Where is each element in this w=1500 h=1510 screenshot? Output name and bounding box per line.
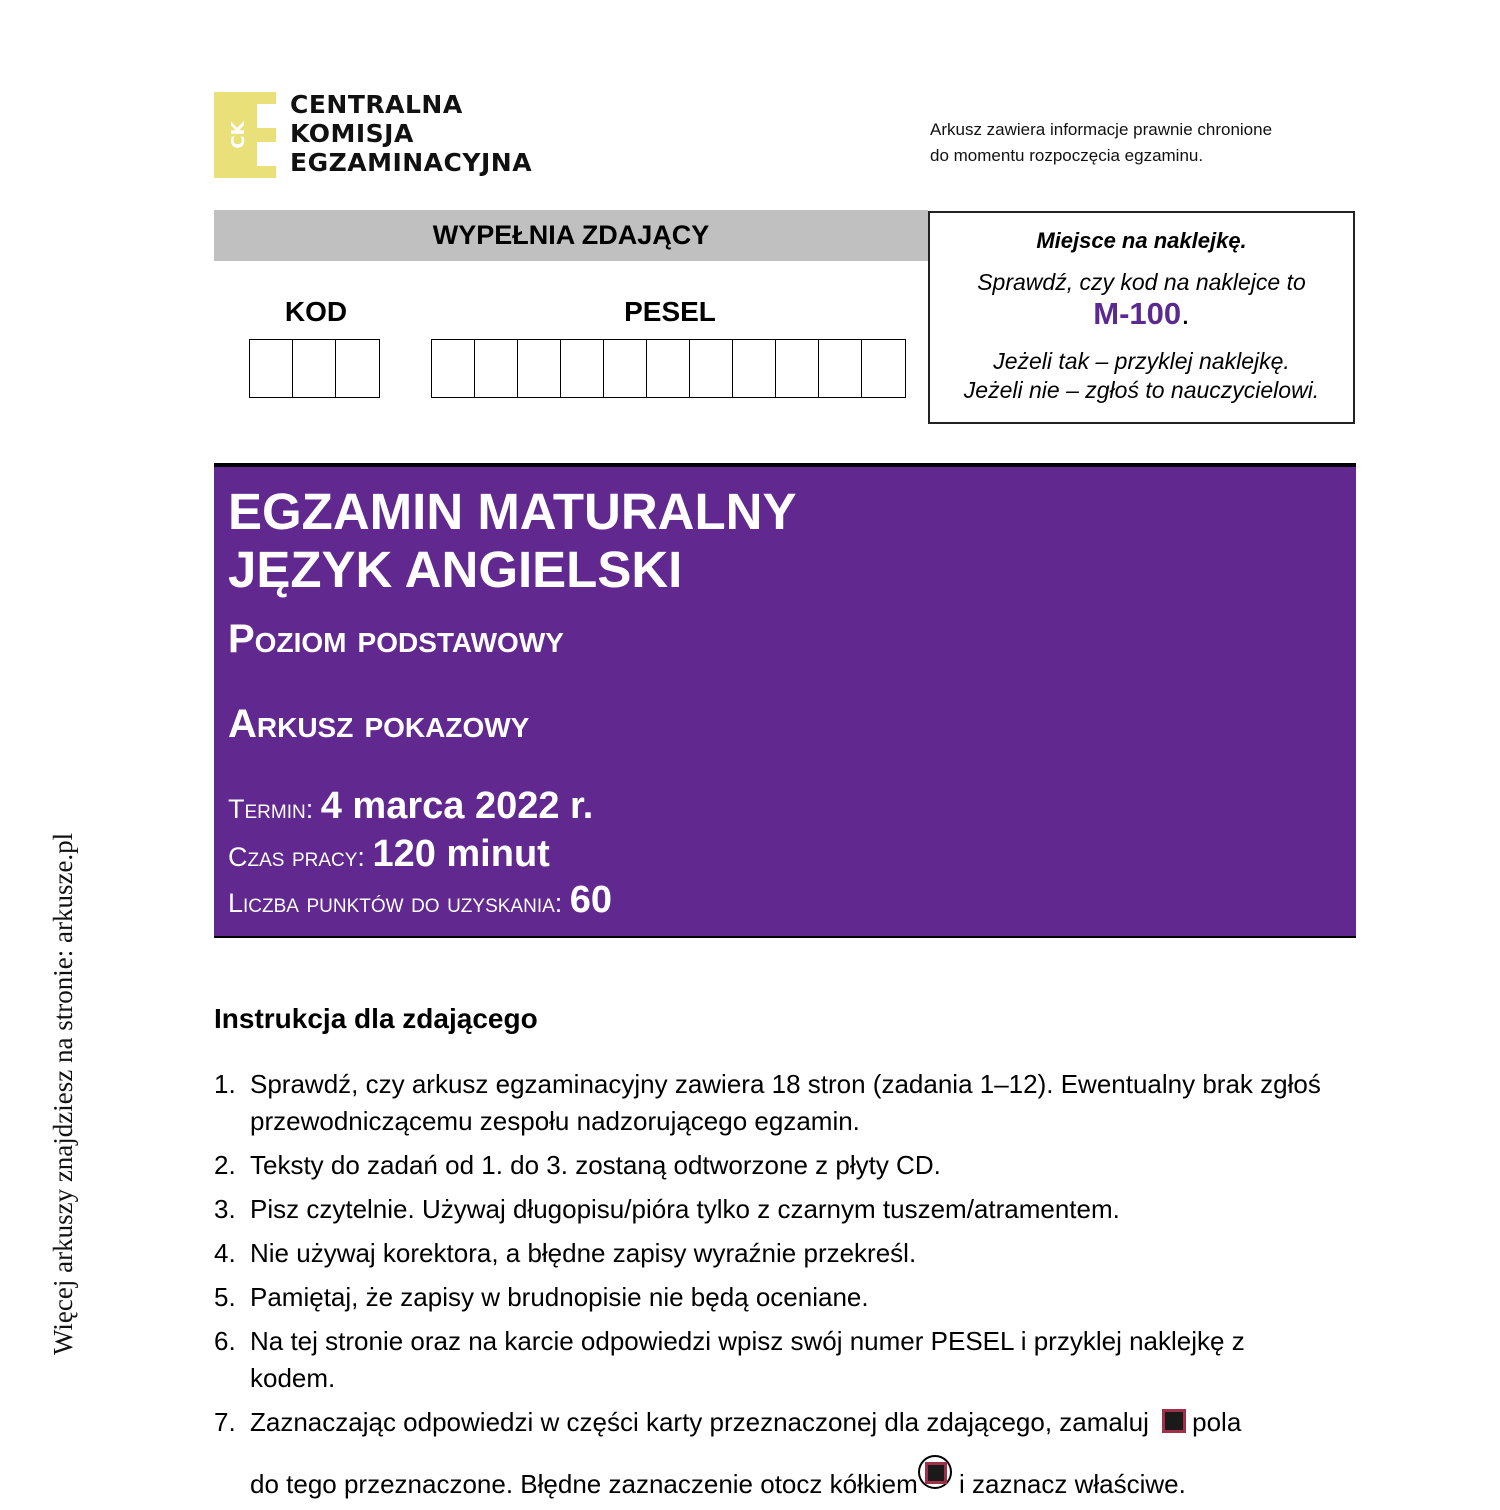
- pesel-label: PESEL: [624, 296, 716, 327]
- legal-note: Arkusz zawiera informacje prawnie chronione do momentu rozpoczęcia egzaminu.: [930, 120, 1273, 165]
- exam-points-row: Liczba punktów do uzyskania: 60: [228, 879, 613, 921]
- kod-input-boxes[interactable]: [249, 339, 380, 398]
- pesel-cell[interactable]: [819, 340, 862, 397]
- sticker-title: Miejsce na naklejkę.: [1036, 228, 1247, 253]
- exam-title: EGZAMIN MATURALNY JĘZYK ANGIELSKI: [228, 483, 797, 598]
- sticker-if-yes: Jeżeli tak – przyklej naklejkę.: [993, 348, 1290, 374]
- instruction-item: 4. Nie używaj korektora, a błędne zapisy wyraźnie przekreśl.: [214, 1238, 917, 1268]
- pesel-cell[interactable]: [862, 340, 905, 397]
- svg-text:CK: CK: [228, 121, 249, 149]
- pesel-cell[interactable]: [647, 340, 690, 397]
- exam-points: 60: [569, 879, 613, 921]
- pesel-cell[interactable]: [518, 340, 561, 397]
- sticker-placeholder-box: [928, 211, 1355, 424]
- pesel-input-boxes[interactable]: [431, 339, 906, 398]
- exam-duration: 120 minut: [372, 833, 550, 875]
- sticker-code: M-100: [1093, 296, 1182, 331]
- kod-cell[interactable]: [250, 340, 293, 397]
- exam-date: 4 marca 2022 r.: [320, 785, 594, 827]
- instructions-list: [214, 1066, 1344, 1510]
- exam-date-row: Termin: 4 marca 2022 r.: [228, 785, 594, 827]
- sticker-code-line: M-100.: [1093, 296, 1190, 331]
- instruction-item: 1. Sprawdź, czy arkusz egzaminacyjny zawiera 18 stron (zadania 1–12). Ewentualny brak zgłoś przewodniczącemu zespołu nadzorującego egzamin.: [214, 1069, 1321, 1136]
- kod-cell[interactable]: [293, 340, 336, 397]
- cke-logo-mark-icon: [214, 92, 276, 178]
- exam-level: Poziom podstawowy: [228, 617, 564, 661]
- instruction-item: 5. Pamiętaj, że zapisy w brudnopisie nie będą oceniane.: [214, 1282, 869, 1312]
- pesel-cell[interactable]: [604, 340, 647, 397]
- kod-cell[interactable]: [336, 340, 379, 397]
- pesel-cell[interactable]: [561, 340, 604, 397]
- side-watermark-text: Więcej arkuszy znajdziesz na stronie: arkusze.pl: [48, 832, 78, 1355]
- exam-duration-row: Czas pracy: 120 minut: [228, 833, 550, 875]
- exam-title-banner: [214, 463, 1356, 938]
- cke-logo: [214, 92, 554, 180]
- kod-label: KOD: [284, 296, 348, 327]
- instruction-item: 3. Pisz czytelnie. Używaj długopisu/pióra tylko z czarnym tuszem/atramentem.: [214, 1194, 1120, 1224]
- pesel-cell[interactable]: [776, 340, 819, 397]
- sticker-check-text: Sprawdź, czy kod na naklejce to: [977, 269, 1306, 295]
- instruction-item: 6. Na tej stronie oraz na karcie odpowiedzi wpisz swój numer PESEL i przyklej naklejkę z kodem.: [214, 1326, 1245, 1393]
- pesel-cell[interactable]: [733, 340, 776, 397]
- sticker-if-no: Jeżeli nie – zgłoś to nauczycielowi.: [963, 377, 1320, 403]
- instruction-item: 2. Teksty do zadań od 1. do 3. zostaną odtworzone z płyty CD.: [214, 1150, 941, 1180]
- candidate-fill-header: WYPEŁNIA ZDAJĄCY: [214, 210, 928, 261]
- pesel-cell[interactable]: [432, 340, 475, 397]
- circled-square-icon: [918, 1455, 952, 1489]
- pesel-cell[interactable]: [475, 340, 518, 397]
- exam-sheet-type: Arkusz pokazowy: [228, 702, 530, 746]
- instruction-item: 7. Zaznaczając odpowiedzi w części karty przeznaczonej dla zdającego, zamaluj pola do tego przeznaczone. Błędne zaznaczenie otocz kółkiem i zaznacz właściwe.: [214, 1407, 1242, 1499]
- cke-logo-text: CENTRALNA KOMISJA EGZAMINACYJNA: [290, 90, 533, 177]
- instructions-title: Instrukcja dla zdającego: [214, 1003, 538, 1034]
- pesel-cell[interactable]: [690, 340, 733, 397]
- filled-square-icon: [1162, 1409, 1186, 1433]
